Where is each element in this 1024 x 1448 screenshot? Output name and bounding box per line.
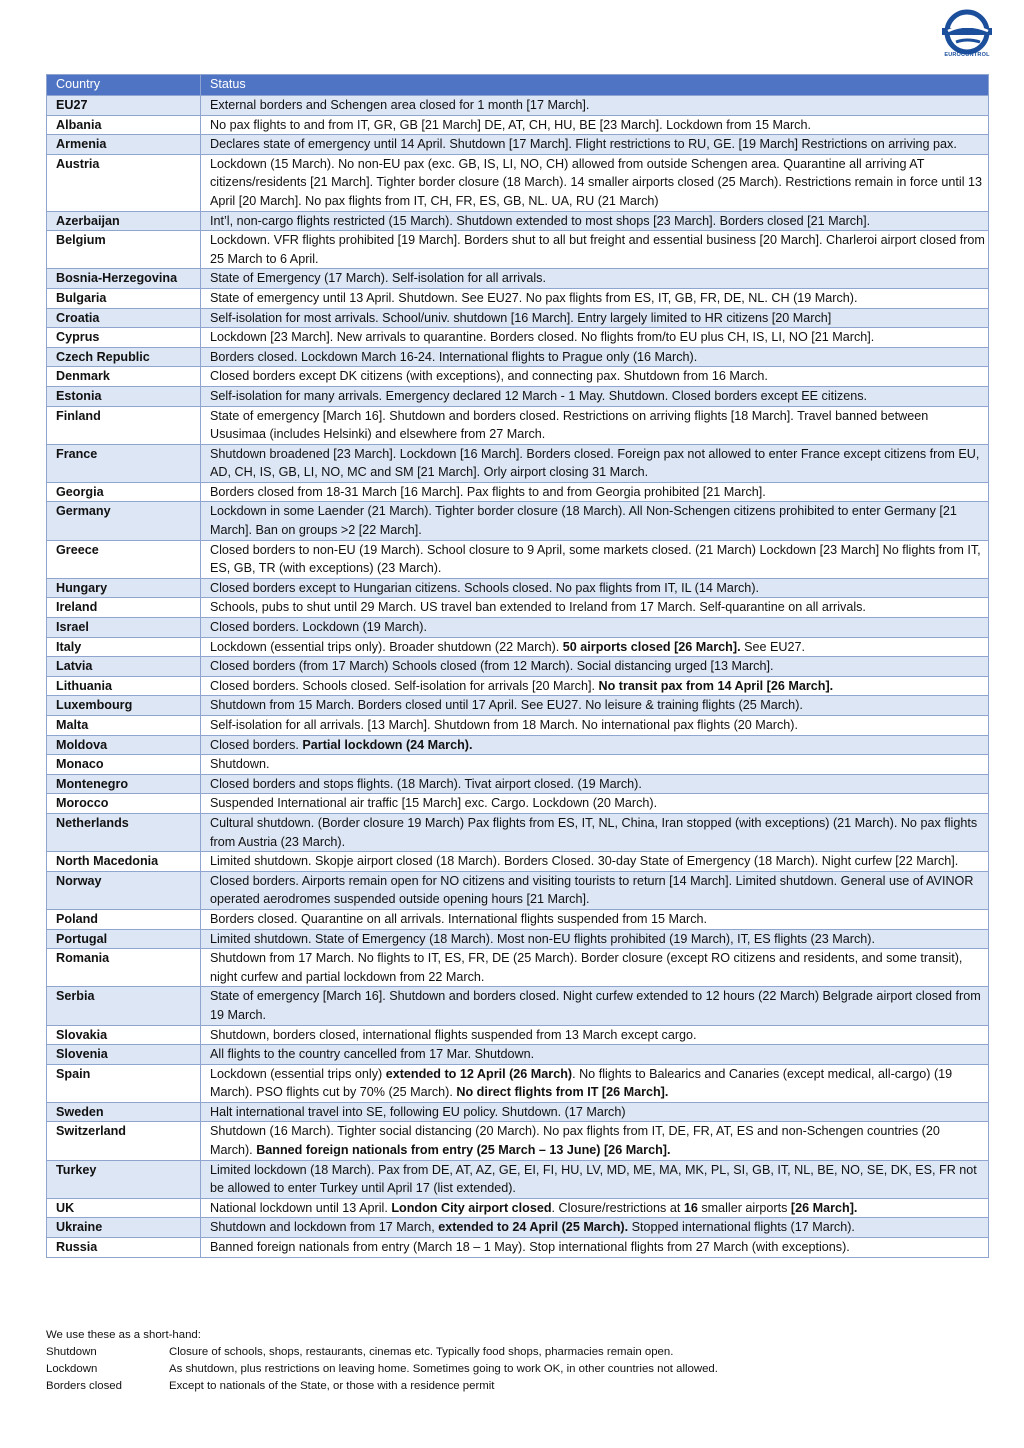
status-text: Closed borders. Schools closed. Self-isolation for arrivals [20 March].: [210, 678, 599, 693]
table-row: [47, 154, 989, 211]
table-row: [47, 657, 989, 677]
table-row: [47, 929, 989, 949]
table-row: [47, 794, 989, 814]
country-cell: Spain: [47, 1064, 201, 1102]
table-row: [47, 1025, 989, 1045]
table-row: [47, 1218, 989, 1238]
country-cell: Netherlands: [47, 813, 201, 851]
country-cell: Azerbaijan: [47, 211, 201, 231]
status-cell: [201, 637, 989, 657]
country-cell: Italy: [47, 637, 201, 657]
status-cell: [201, 774, 989, 794]
status-cell: [201, 1122, 989, 1160]
status-text-bold: London City airport closed: [391, 1200, 552, 1215]
country-cell: Hungary: [47, 578, 201, 598]
status-text: No pax flights to and from IT, GR, GB [21 March] DE, AT, CH, HU, BE [23 March]. Lockdown from 15 March.: [210, 117, 811, 132]
country-cell: Switzerland: [47, 1122, 201, 1160]
status-text: Limited shutdown. Skopje airport closed (18 March). Borders Closed. 30-day State of Emergency (18 March). Night curfew [22 March].: [210, 854, 959, 869]
country-cell: Albania: [47, 115, 201, 135]
table-row: [47, 774, 989, 794]
country-cell: Finland: [47, 406, 201, 444]
status-cell: [201, 676, 989, 696]
status-cell: [201, 482, 989, 502]
status-text: State of emergency [March 16]. Shutdown and borders closed. Restrictions on arriving flights [18 March]. Travel banned between Ususimaa (includes Helsinki) and elsewhere from 27 March.: [210, 408, 929, 442]
table-row: [47, 598, 989, 618]
status-text: Banned foreign nationals from entry (March 18 – 1 May). Stop international flights from 27 March (with exceptions).: [210, 1240, 850, 1255]
status-cell: [201, 987, 989, 1025]
status-cell: [201, 794, 989, 814]
status-text: Closed borders. Lockdown (19 March).: [210, 620, 427, 635]
status-cell: [201, 386, 989, 406]
status-text: Closed borders except DK citizens (with exceptions), and connecting pax. Shutdown from 16 March.: [210, 369, 768, 384]
status-text: Schools, pubs to shut until 29 March. US travel ban extended to Ireland from 17 March. Self-quarantine on all arrivals.: [210, 600, 866, 615]
status-text: Closed borders except to Hungarian citizens. Schools closed. No pax flights from IT, IL (14 March).: [210, 580, 760, 595]
status-cell: [201, 96, 989, 116]
country-cell: Luxembourg: [47, 696, 201, 716]
status-text: Lockdown [23 March]. New arrivals to quarantine. Borders closed. No flights from/to EU plus CH, IS, LI, NO [21 March].: [210, 330, 875, 345]
country-column-header: Country: [47, 75, 201, 96]
country-cell: France: [47, 444, 201, 482]
country-cell: Morocco: [47, 794, 201, 814]
country-cell: Bosnia-Herzegovina: [47, 269, 201, 289]
status-text: Shutdown (16 March). Tighter social distancing (20 March). No pax flights from IT, DE, FR, AT, ES and non-Schengen countries (20 March).: [210, 1124, 940, 1158]
table-row: [47, 444, 989, 482]
country-cell: Romania: [47, 949, 201, 987]
table-row: [47, 211, 989, 231]
status-text: Closed borders.: [210, 737, 303, 752]
table-row: [47, 949, 989, 987]
table-row: [47, 482, 989, 502]
country-cell: Serbia: [47, 987, 201, 1025]
status-cell: [201, 211, 989, 231]
table-row: [47, 987, 989, 1025]
status-text-bold: extended to 12 April (26 March): [385, 1066, 573, 1081]
table-row: [47, 696, 989, 716]
status-cell: [201, 269, 989, 289]
status-text: Stopped international flights (17 March).: [628, 1220, 855, 1235]
status-cell: [201, 871, 989, 909]
table-row: [47, 735, 989, 755]
status-cell: [201, 1064, 989, 1102]
status-text: Lockdown (15 March). No non-EU pax (exc. GB, IS, LI, NO, CH) allowed from outside Schengen area. Quarantine all arriving AT citizens/residents [21 March]. Tighter border closure (18 March). 14 smaller airports closed (25 March). Restrictions remain in force until 13 April [20 March]. No pax flights from IT, CH, FR, ES, GB, NL. UA, RU (21 March): [210, 156, 983, 208]
status-cell: [201, 598, 989, 618]
status-text: External borders and Schengen area closed for 1 month [17 March].: [210, 98, 590, 112]
table-row: [47, 618, 989, 638]
table-row: [47, 231, 989, 269]
country-cell: Belgium: [47, 231, 201, 269]
country-cell: Moldova: [47, 735, 201, 755]
status-text-bold: No direct flights from IT [26 March].: [456, 1085, 669, 1100]
status-text: Lockdown (essential trips only). Broader shutdown (22 March).: [210, 639, 563, 654]
status-text: . Closure/restrictions at: [551, 1200, 684, 1215]
status-text: Shutdown from 15 March. Borders closed until 17 April. See EU27. No leisure & training flights (25 March).: [210, 698, 803, 713]
legend-definition: As shutdown, plus restrictions on leaving home. Sometimes going to work OK, in other countries not allowed.: [169, 1363, 718, 1375]
legend-definition: Except to nationals of the State, or those with a residence permit: [169, 1380, 495, 1392]
status-text: . No flights to Balearics and Canaries (except medical, all-cargo) (19 March). PSO flights cut by 70% (25 March).: [210, 1066, 953, 1100]
status-cell: [201, 347, 989, 367]
status-text: National lockdown until 13 April.: [210, 1200, 392, 1215]
table-row: [47, 578, 989, 598]
logo-text: EUROCONTROL: [944, 52, 990, 58]
country-cell: Austria: [47, 154, 201, 211]
status-cell: [201, 540, 989, 578]
table-row: [47, 1045, 989, 1065]
country-cell: Lithuania: [47, 676, 201, 696]
status-text: Lockdown (essential trips only): [210, 1066, 386, 1081]
status-text: Self-isolation for most arrivals. School/univ. shutdown [16 March]. Entry largely limited to HR citizens [20 March]: [210, 310, 832, 325]
status-cell: [201, 929, 989, 949]
table-row: [47, 135, 989, 155]
table-row: [47, 406, 989, 444]
status-cell: [201, 909, 989, 929]
status-text: See EU27.: [740, 639, 805, 654]
country-cell: North Macedonia: [47, 852, 201, 872]
status-text: All flights to the country cancelled from 17 Mar. Shutdown.: [210, 1047, 535, 1062]
status-text-bold: No transit pax from 14 April [26 March].: [598, 678, 834, 693]
status-cell: [201, 696, 989, 716]
status-cell: [201, 716, 989, 736]
status-text: Limited shutdown. State of Emergency (18 March). Most non-EU flights prohibited (19 March), IT, ES flights (23 March).: [210, 931, 875, 946]
legend: [46, 1327, 718, 1395]
legend-term: Shutdown: [46, 1346, 97, 1358]
status-cell: [201, 231, 989, 269]
status-text: State of emergency [March 16]. Shutdown and borders closed. Night curfew extended to 12 hours (22 March) Belgrade airport closed from 19 March.: [210, 989, 981, 1022]
status-cell: [201, 135, 989, 155]
status-cell: [201, 735, 989, 755]
table-row: [47, 540, 989, 578]
status-cell: [201, 1238, 989, 1258]
table-row: [47, 1198, 989, 1218]
country-cell: EU27: [47, 96, 201, 116]
status-cell: [201, 618, 989, 638]
status-text: Lockdown. VFR flights prohibited [19 March]. Borders shut to all but freight and essential business [20 March]. Charleroi airport closed from 25 March to 6 April.: [210, 233, 985, 266]
country-cell: Slovakia: [47, 1025, 201, 1045]
status-text: smaller airports: [697, 1200, 791, 1215]
status-text: Closed borders to non-EU (19 March). School closure to 9 April, some markets closed. (21 March) Lockdown [23 March] No flights from IT, ES, GB, TR (with exceptions) (23 March).: [210, 542, 981, 576]
status-cell: [201, 288, 989, 308]
status-cell: [201, 657, 989, 677]
country-cell: Norway: [47, 871, 201, 909]
status-cell: [201, 1045, 989, 1065]
status-cell: [201, 852, 989, 872]
country-cell: Sweden: [47, 1102, 201, 1122]
status-text: Closed borders (from 17 March) Schools closed (from 12 March). Social distancing urged [13 March].: [210, 659, 774, 674]
status-text: Closed borders and stops flights. (18 March). Tivat airport closed. (19 March).: [210, 776, 642, 791]
table-row: [47, 367, 989, 387]
country-cell: Cyprus: [47, 328, 201, 348]
country-cell: Monaco: [47, 755, 201, 775]
country-cell: Czech Republic: [47, 347, 201, 367]
country-cell: Armenia: [47, 135, 201, 155]
country-cell: Bulgaria: [47, 288, 201, 308]
status-cell: [201, 115, 989, 135]
status-text-bold: extended to 24 April (25 March).: [438, 1220, 629, 1235]
status-cell: [201, 1160, 989, 1198]
table-row: [47, 288, 989, 308]
status-cell: [201, 367, 989, 387]
status-text-bold: 50 airports closed [26 March].: [562, 639, 741, 654]
status-text: Self-isolation for many arrivals. Emergency declared 12 March - 1 May. Shutdown. Closed borders except EE citizens.: [210, 388, 868, 403]
country-cell: Denmark: [47, 367, 201, 387]
country-cell: Georgia: [47, 482, 201, 502]
table-row: [47, 637, 989, 657]
country-cell: Montenegro: [47, 774, 201, 794]
status-text: Shutdown, borders closed, international flights suspended from 13 March except cargo.: [210, 1027, 697, 1042]
status-text: Shutdown broadened [23 March]. Lockdown [16 March]. Borders closed. Foreign pax not allowed to enter France except citizens from EU, AD, CH, IS, GB, LI, NO, MC and SM [21 March]. Orly airport closing 31 March.: [210, 446, 980, 480]
country-cell: Croatia: [47, 308, 201, 328]
table-row: [47, 871, 989, 909]
table-row: [47, 1122, 989, 1160]
table-row: [47, 308, 989, 328]
table-row: [47, 386, 989, 406]
country-cell: Slovenia: [47, 1045, 201, 1065]
table-row: [47, 755, 989, 775]
status-text: Declares state of emergency until 14 April. Shutdown [17 March]. Flight restrictions to RU, GE. [19 March] Restrictions on arriving pax.: [210, 137, 957, 152]
status-text: Lockdown in some Laender (21 March). Tighter border closure (18 March). All Non-Schengen citizens prohibited to enter Germany [21 March]. Ban on groups >2 [22 March].: [210, 504, 957, 538]
status-cell: [201, 308, 989, 328]
table-row: [47, 502, 989, 540]
table-row: [47, 676, 989, 696]
legend-title: We use these as a short-hand:: [46, 1329, 201, 1341]
status-text-bold: Banned foreign nationals from entry (25 March – 13 June) [26 March].: [256, 1143, 671, 1158]
status-cell: [201, 328, 989, 348]
status-cell: [201, 1198, 989, 1218]
status-text: Halt international travel into SE, following EU policy. Shutdown. (17 March): [210, 1104, 626, 1119]
table-row: [47, 1160, 989, 1198]
table-row: [47, 909, 989, 929]
table-row: [47, 852, 989, 872]
status-cell: [201, 444, 989, 482]
table-row: [47, 1064, 989, 1102]
country-cell: Germany: [47, 502, 201, 540]
country-cell: Latvia: [47, 657, 201, 677]
status-text-bold: Partial lockdown (24 March).: [302, 737, 473, 752]
status-text: Cultural shutdown. (Border closure 19 March) Pax flights from ES, IT, NL, China, Iran stopped (with exceptions) (21 March). No pax flights from Austria (23 March).: [210, 815, 978, 849]
table-row: [47, 1102, 989, 1122]
legend-item: [46, 1361, 718, 1378]
status-column-header: Status: [201, 75, 989, 96]
status-cell: [201, 154, 989, 211]
status-text: Suspended International air traffic [15 March] exc. Cargo. Lockdown (20 March).: [210, 796, 658, 811]
status-cell: [201, 755, 989, 775]
country-cell: Israel: [47, 618, 201, 638]
status-text-bold: 16: [683, 1200, 698, 1215]
status-text: Limited lockdown (18 March). Pax from DE, AT, AZ, GE, EI, FI, HU, LV, MD, ME, MA, MK, PL, SI, GB, IT, NL, BE, NO, SE, DK, ES, FR not be allowed to enter Turkey until April 17 (list extended).: [210, 1162, 977, 1196]
status-cell: [201, 502, 989, 540]
legend-item: [46, 1378, 718, 1395]
status-text: State of Emergency (17 March). Self-isolation for all arrivals.: [210, 271, 546, 286]
country-cell: UK: [47, 1198, 201, 1218]
table-row: [47, 813, 989, 851]
country-cell: Malta: [47, 716, 201, 736]
table-header-row: [47, 75, 989, 96]
table-body: [47, 96, 989, 1258]
country-cell: Portugal: [47, 929, 201, 949]
status-text: Closed borders. Airports remain open for NO citizens and visiting tourists to return [14 March]. Limited shutdown. General use of AVINOR operated aerodromes suspended outside opening hours [21 March].: [210, 873, 974, 907]
status-cell: [201, 949, 989, 987]
status-cell: [201, 578, 989, 598]
status-text: Int’l, non-cargo flights restricted (15 March). Shutdown extended to most shops [23 March]. Borders closed [21 March].: [210, 213, 871, 228]
table-row: [47, 115, 989, 135]
status-text: Shutdown and lockdown from 17 March,: [210, 1220, 439, 1235]
status-text: Borders closed. Lockdown March 16-24. International flights to Prague only (16 March).: [210, 349, 698, 364]
status-text: Self-isolation for all arrivals. [13 March]. Shutdown from 18 March. No international pax flights (20 March).: [210, 718, 798, 732]
status-text-bold: [26 March].: [790, 1200, 858, 1215]
country-cell: Poland: [47, 909, 201, 929]
status-cell: [201, 1218, 989, 1238]
country-cell: Estonia: [47, 386, 201, 406]
country-cell: Russia: [47, 1238, 201, 1258]
legend-term: Lockdown: [46, 1363, 98, 1375]
country-cell: Greece: [47, 540, 201, 578]
status-text: Shutdown from 17 March. No flights to IT, ES, FR, DE (25 March). Border closure (except RO citizens and residents, and some transit), night curfew and partial lockdown from 22 March.: [210, 951, 963, 984]
table-row: [47, 96, 989, 116]
status-text: State of emergency until 13 April. Shutdown. See EU27. No pax flights from ES, IT, GB, FR, DE, NL. CH (19 March).: [210, 290, 858, 305]
status-text: Borders closed from 18-31 March [16 March]. Pax flights to and from Georgia prohibited [21 March].: [210, 484, 766, 499]
status-text: Shutdown.: [210, 757, 270, 772]
legend-definition: Closure of schools, shops, restaurants, cinemas etc. Typically food shops, pharmacies remain open.: [169, 1346, 674, 1358]
table-row: [47, 347, 989, 367]
status-cell: [201, 406, 989, 444]
status-table: [46, 74, 989, 1258]
status-cell: [201, 1102, 989, 1122]
table-row: [47, 716, 989, 736]
table-row: [47, 1238, 989, 1258]
country-cell: Ireland: [47, 598, 201, 618]
status-text: Borders closed. Quarantine on all arrivals. International flights suspended from 15 March.: [210, 911, 708, 926]
legend-item: [46, 1344, 718, 1361]
table-row: [47, 269, 989, 289]
table-row: [47, 328, 989, 348]
status-cell: [201, 1025, 989, 1045]
country-cell: Turkey: [47, 1160, 201, 1198]
legend-term: Borders closed: [46, 1380, 122, 1392]
country-cell: Ukraine: [47, 1218, 201, 1238]
status-cell: [201, 813, 989, 851]
